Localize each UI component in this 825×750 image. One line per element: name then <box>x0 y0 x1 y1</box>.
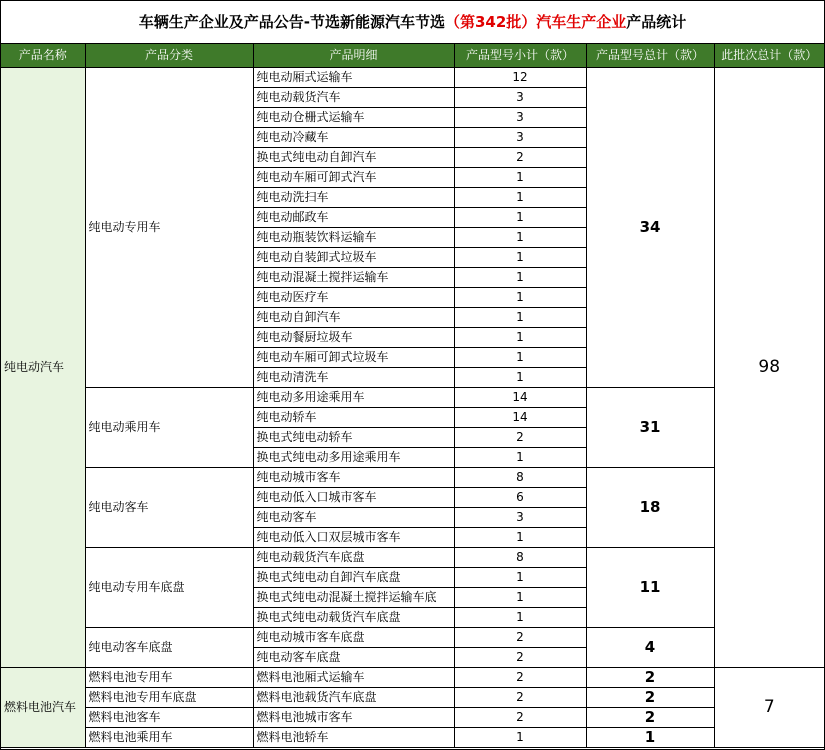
product-detail-cell: 纯电动载货汽车 <box>253 88 454 108</box>
product-detail-cell: 燃料电池载货汽车底盘 <box>253 688 454 708</box>
model-subtotal-cell: 1 <box>454 568 586 588</box>
model-subtotal-cell: 1 <box>454 268 586 288</box>
model-total-cell: 18 <box>586 468 714 548</box>
product-detail-cell: 纯电动城市客车 <box>253 468 454 488</box>
product-category-cell: 燃料电池客车 <box>85 708 253 728</box>
product-detail-cell: 纯电动冷藏车 <box>253 128 454 148</box>
model-total-cell: 31 <box>586 388 714 468</box>
product-detail-cell: 纯电动医疗车 <box>253 288 454 308</box>
header-product-detail: 产品明细 <box>253 44 454 68</box>
batch-total-cell: 7 <box>714 668 824 748</box>
product-detail-cell: 纯电动低入口城市客车 <box>253 488 454 508</box>
product-detail-cell: 换电式纯电动载货汽车底盘 <box>253 608 454 628</box>
model-subtotal-cell: 2 <box>454 688 586 708</box>
product-detail-cell: 纯电动餐厨垃圾车 <box>253 328 454 348</box>
model-subtotal-cell: 1 <box>454 608 586 628</box>
page-title <box>1 1 824 44</box>
product-detail-cell: 纯电动低入口双层城市客车 <box>253 528 454 548</box>
model-subtotal-cell: 14 <box>454 408 586 428</box>
product-detail-cell: 换电式纯电动自卸汽车底盘 <box>253 568 454 588</box>
model-subtotal-cell: 2 <box>454 648 586 668</box>
header-product-name: 产品名称 <box>1 44 85 68</box>
product-detail-cell: 燃料电池城市客车 <box>253 708 454 728</box>
batch-total-cell: 98 <box>714 68 824 668</box>
product-detail-cell: 换电式纯电动轿车 <box>253 428 454 448</box>
header-model-total: 产品型号总计（款） <box>586 44 714 68</box>
model-subtotal-cell: 8 <box>454 548 586 568</box>
model-subtotal-cell: 3 <box>454 508 586 528</box>
model-subtotal-cell: 3 <box>454 128 586 148</box>
table-row <box>1 688 824 708</box>
product-detail-cell: 纯电动载货汽车底盘 <box>253 548 454 568</box>
model-subtotal-cell: 14 <box>454 388 586 408</box>
product-detail-cell: 纯电动清洗车 <box>253 368 454 388</box>
model-subtotal-cell: 1 <box>454 188 586 208</box>
model-subtotal-cell: 1 <box>454 208 586 228</box>
model-subtotal-cell: 1 <box>454 248 586 268</box>
product-detail-cell: 纯电动仓栅式运输车 <box>253 108 454 128</box>
model-subtotal-cell: 1 <box>454 588 586 608</box>
product-detail-cell: 燃料电池厢式运输车 <box>253 668 454 688</box>
product-category-cell: 燃料电池专用车 <box>85 668 253 688</box>
model-total-cell: 34 <box>586 68 714 388</box>
model-subtotal-cell: 2 <box>454 148 586 168</box>
product-category-cell: 燃料电池乘用车 <box>85 728 253 748</box>
header-product-category: 产品分类 <box>85 44 253 68</box>
table-row <box>1 628 824 648</box>
model-total-cell: 2 <box>586 688 714 708</box>
model-subtotal-cell: 2 <box>454 668 586 688</box>
product-detail-cell: 纯电动客车底盘 <box>253 648 454 668</box>
product-detail-cell: 纯电动自卸汽车 <box>253 308 454 328</box>
product-detail-cell: 纯电动车厢可卸式汽车 <box>253 168 454 188</box>
header-row <box>1 44 824 68</box>
model-subtotal-cell: 1 <box>454 728 586 748</box>
product-statistics-table <box>1 44 824 748</box>
product-detail-cell: 纯电动车厢可卸式垃圾车 <box>253 348 454 368</box>
product-category-cell: 纯电动专用车底盘 <box>85 548 253 628</box>
product-detail-cell: 纯电动瓶装饮料运输车 <box>253 228 454 248</box>
table-row <box>1 468 824 488</box>
product-name-cell: 纯电动汽车 <box>1 68 85 668</box>
product-name-cell: 燃料电池汽车 <box>1 668 85 748</box>
table-row <box>1 668 824 688</box>
product-detail-cell: 纯电动邮政车 <box>253 208 454 228</box>
product-detail-cell: 纯电动厢式运输车 <box>253 68 454 88</box>
model-subtotal-cell: 1 <box>454 348 586 368</box>
model-subtotal-cell: 6 <box>454 488 586 508</box>
model-subtotal-cell: 1 <box>454 288 586 308</box>
product-detail-cell: 纯电动轿车 <box>253 408 454 428</box>
model-total-cell: 2 <box>586 668 714 688</box>
model-subtotal-cell: 3 <box>454 88 586 108</box>
product-detail-cell: 纯电动自装卸式垃圾车 <box>253 248 454 268</box>
table-row <box>1 708 824 728</box>
product-detail-cell: 纯电动混凝土搅拌运输车 <box>253 268 454 288</box>
title-part-2: （第342批）汽车生产企业 <box>444 13 627 31</box>
product-detail-cell: 纯电动洗扫车 <box>253 188 454 208</box>
product-category-cell: 纯电动乘用车 <box>85 388 253 468</box>
model-total-cell: 4 <box>586 628 714 668</box>
product-category-cell: 纯电动客车底盘 <box>85 628 253 668</box>
product-detail-cell: 纯电动多用途乘用车 <box>253 388 454 408</box>
header-batch-total: 此批次总计（款） <box>714 44 824 68</box>
model-subtotal-cell: 2 <box>454 708 586 728</box>
model-subtotal-cell: 1 <box>454 368 586 388</box>
table-row <box>1 548 824 568</box>
product-detail-cell: 纯电动客车 <box>253 508 454 528</box>
product-detail-cell: 换电式纯电动多用途乘用车 <box>253 448 454 468</box>
product-category-cell: 燃料电池专用车底盘 <box>85 688 253 708</box>
product-detail-cell: 纯电动城市客车底盘 <box>253 628 454 648</box>
model-subtotal-cell: 1 <box>454 308 586 328</box>
table-row <box>1 728 824 748</box>
header-model-subtotal: 产品型号小计（款） <box>454 44 586 68</box>
model-subtotal-cell: 1 <box>454 168 586 188</box>
model-total-cell: 1 <box>586 728 714 748</box>
model-subtotal-cell: 1 <box>454 328 586 348</box>
model-subtotal-cell: 1 <box>454 228 586 248</box>
model-subtotal-cell: 8 <box>454 468 586 488</box>
title-part-1: 车辆生产企业及产品公告-节选新能源汽车节选 <box>138 13 445 31</box>
model-subtotal-cell: 1 <box>454 528 586 548</box>
product-category-cell: 纯电动专用车 <box>85 68 253 388</box>
table-row <box>1 68 824 88</box>
product-detail-cell: 换电式纯电动自卸汽车 <box>253 148 454 168</box>
title-part-3: 产品统计 <box>626 13 687 31</box>
product-category-cell: 纯电动客车 <box>85 468 253 548</box>
model-subtotal-cell: 12 <box>454 68 586 88</box>
product-detail-cell: 换电式纯电动混凝土搅拌运输车底 <box>253 588 454 608</box>
model-subtotal-cell: 2 <box>454 428 586 448</box>
model-total-cell: 2 <box>586 708 714 728</box>
model-subtotal-cell: 2 <box>454 628 586 648</box>
table-row <box>1 388 824 408</box>
model-subtotal-cell: 1 <box>454 448 586 468</box>
model-total-cell: 11 <box>586 548 714 628</box>
model-subtotal-cell: 3 <box>454 108 586 128</box>
product-detail-cell: 燃料电池轿车 <box>253 728 454 748</box>
